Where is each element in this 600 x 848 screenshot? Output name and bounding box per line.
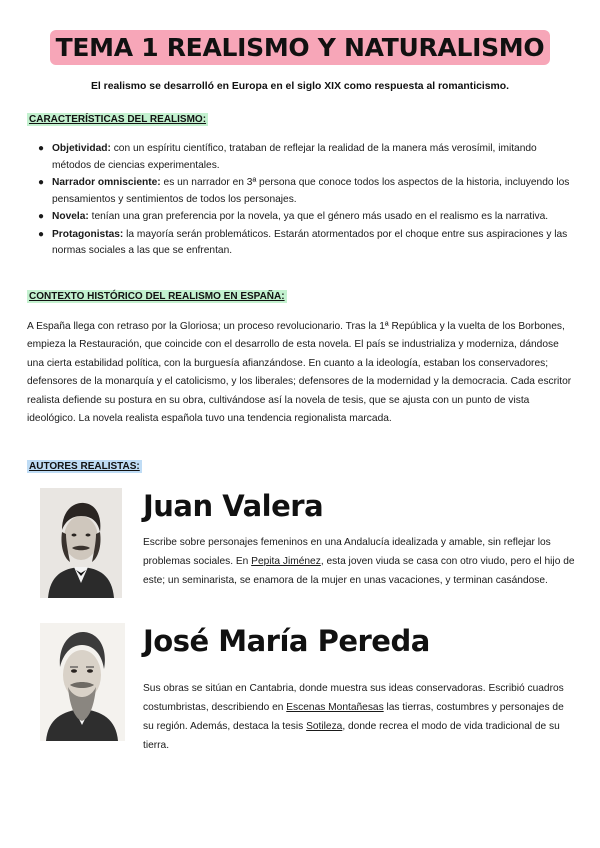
bullet-item [38,175,572,208]
page-title: TEMA 1 REALISMO Y NATURALISMO [50,30,551,65]
heading-autores: AUTORES REALISTAS: [29,461,140,472]
work-title: Escenas Montañesas [286,702,384,713]
bullet-list [38,141,572,261]
author-name: Juan Valera [143,489,324,523]
portrait-jose-maria-pereda-drawing [40,623,125,741]
contexto-paragraph: A España llega con retraso por la Gloriosa; un proceso revolucionario. Tras la 1ª República y la vuelta de los Borbones, empieza la Restauración, que coincide con el desarrollo de esta novela. El país se industrializa y moderniza, dándose una cierta estabilidad política, con la burguesía afianzándose. En cuanto a la ideología, estaban los conservadores; defensores de la monarquía y el catolicismo, y los liberales; defensores de la modernidad y la democracia. Cada escritor realista defiende su postura en su obra, cultivándose así la novela de tesis, que se ajusta con un punto de vista ideológico. La novela realista española tuvo una tendencia regionalista marcada. [27,321,572,425]
bullet-item [38,227,572,260]
author-desc-part: Escribe sobre personajes femeninos en una Andalucía idealizada y amable, sin reflejar los problemas sociales. En [143,537,551,567]
title-wrapper [0,30,600,65]
author-description [143,679,576,755]
bullet-text: con un espíritu científico, trataban de reflejar la realidad de la manera más verosímil, imitando métodos de ciencias experimentales. [52,143,537,171]
author-description [143,533,576,590]
bullet-dot-icon: ● [38,177,45,188]
bullet-term: Novela: [52,211,89,222]
portrait-juan-valera [40,488,122,598]
bullet-item [38,209,572,226]
heading-contexto: CONTEXTO HISTÓRICO DEL REALISMO EN ESPAÑA: [29,291,285,302]
bullet-dot-icon: ● [38,228,45,240]
bullet-term: Narrador omnisciente: [52,177,161,188]
portrait-juan-valera-drawing [40,488,122,598]
bullet-text: tenían una gran preferencia por la novela, ya que el género más usado en el realismo es la narrativa. [88,211,549,222]
author-desc-part: Sus obras se sitúan en Cantabria, donde muestra sus ideas conservadoras. Escribió cuadros costumbristas, describiendo en [143,683,564,713]
author-desc-part: , donde recrea el modo de vida tradicional de su tierra. [143,721,560,751]
work-title: Pepita Jiménez [251,556,321,567]
bullet-dot-icon: ● [38,211,45,222]
author-name: José María Pereda [143,624,430,658]
bullet-term: Protagonistas: [52,228,124,240]
author-desc-part: las tierras, costumbres y personajes de su región. Además, destaca la tesis [143,702,564,732]
author-desc-part: , esta joven viuda se casa con otro viudo, pero el hijo de este; un seminarista, se enamora de la mujer en unas vacaciones, y terminan casándose. [143,556,575,586]
heading-caracteristicas: CARACTERÍSTICAS DEL REALISMO: [29,114,207,125]
intro-text: El realismo se desarrolló en Europa en el siglo XIX como respuesta al romanticismo. [90,81,510,92]
bullet-text: es un narrador en 3ª persona que conoce todos los aspectos de la historia, incluyendo los pensamientos y sentimientos de todos los personajes. [52,177,570,205]
bullet-dot-icon: ● [38,143,45,154]
bullet-term: Objetividad: [52,143,111,154]
bullet-item [38,141,572,174]
portrait-jose-maria-pereda [40,623,125,741]
bullet-text: la mayoría serán problemáticos. Estarán atormentados por el choque entre sus aspiraciones y las normas sociales a las que se enfrentan. [52,228,568,256]
work-title: Sotileza [306,721,343,732]
